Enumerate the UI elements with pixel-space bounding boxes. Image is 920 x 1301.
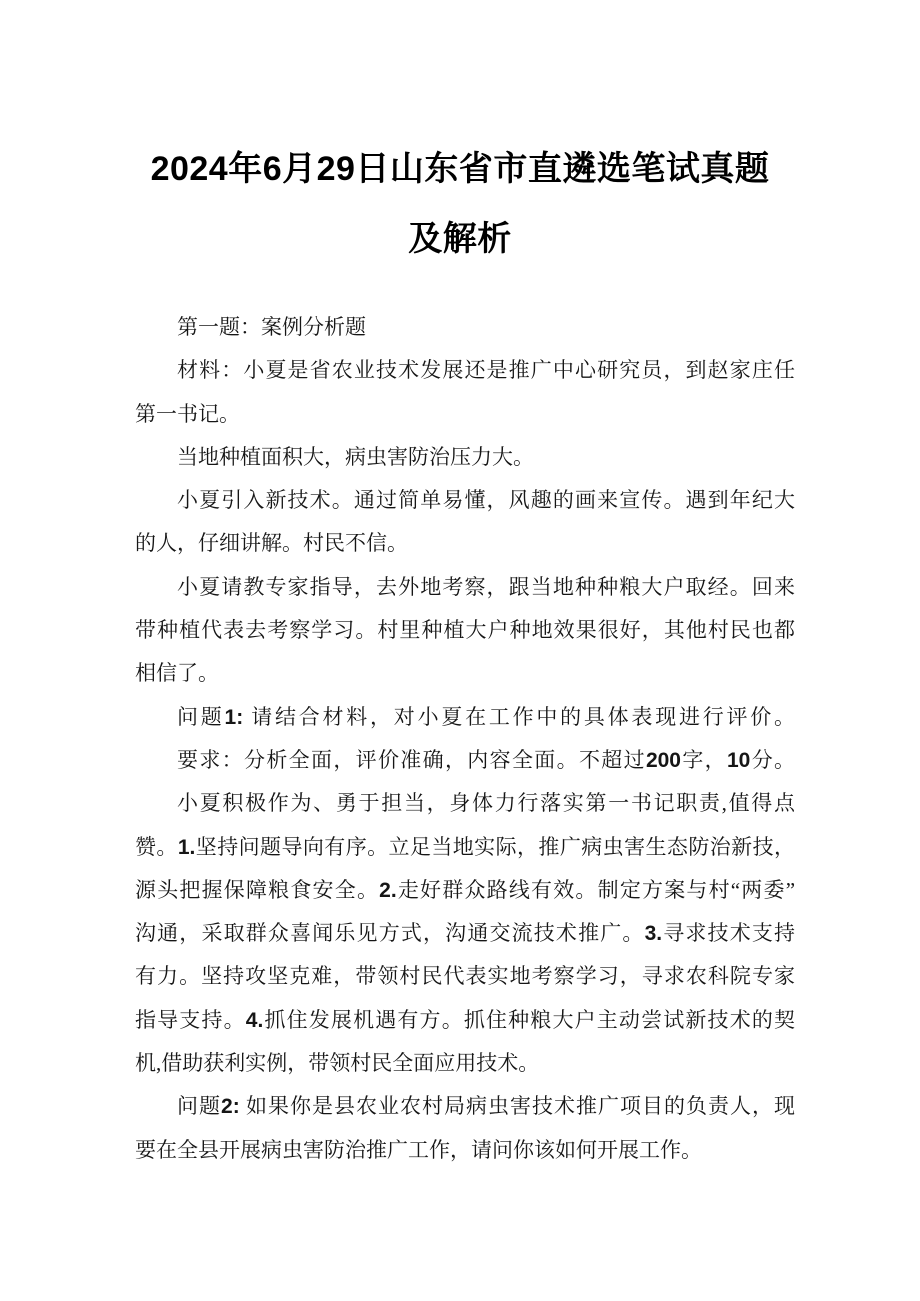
text-line bbox=[135, 436, 795, 479]
text-line bbox=[135, 955, 795, 998]
bold-number: 4. bbox=[245, 1008, 264, 1032]
text-segment: 第一题：案例分析题 bbox=[177, 315, 366, 339]
text-line bbox=[135, 609, 795, 652]
text-segment: 赞。 bbox=[135, 834, 178, 859]
text-segment: 沟通，采取群众喜闻乐见方式，沟通交流技术推广。 bbox=[135, 921, 645, 946]
text-segment: 坚持问题导向有序。立足当地实际，推广病虫害生态防治新技， bbox=[195, 834, 796, 859]
text-line bbox=[135, 1085, 795, 1128]
text-segment: 指导支持。 bbox=[135, 1007, 246, 1032]
text-segment: 有力。坚持攻坚克难，带领村民代表实地考察学习，寻求农科院专家 bbox=[135, 964, 795, 989]
text-line bbox=[135, 826, 795, 869]
text-segment: 请结合材料，对小夏在工作中的具体表现进行评价。 bbox=[243, 704, 796, 729]
text-segment: 第一书记。 bbox=[135, 401, 240, 426]
text-segment: 小夏积极作为、勇于担当，身体力行落实第一书记职责,值得点 bbox=[177, 791, 795, 816]
bold-number: 2: bbox=[221, 1095, 240, 1119]
text-line bbox=[135, 1042, 795, 1085]
text-line bbox=[135, 869, 795, 912]
text-segment: 材料：小夏是省农业技术发展还是推广中心研究员，到赵家庄任 bbox=[177, 358, 795, 383]
text-line bbox=[135, 999, 795, 1042]
text-line bbox=[135, 566, 795, 609]
text-segment: 走好群众路线有效。制定方案与村“两委” bbox=[396, 877, 796, 902]
text-segment: 如果你是县农业农村局病虫害技术推广项目的负责人，现 bbox=[239, 1094, 796, 1119]
text-line bbox=[135, 739, 795, 782]
bold-number: 200 bbox=[645, 748, 681, 772]
bold-number: 10 bbox=[727, 748, 751, 772]
text-line bbox=[135, 479, 795, 522]
text-line bbox=[135, 782, 795, 825]
text-segment: 问题 bbox=[177, 1094, 222, 1119]
text-line bbox=[135, 1129, 795, 1172]
text-line bbox=[135, 522, 795, 565]
text-segment: 相信了。 bbox=[135, 661, 219, 686]
bold-number: 1: bbox=[224, 705, 244, 729]
text-segment: 抓住发展机遇有方。抓住种粮大户主动尝试新技术的契 bbox=[263, 1007, 796, 1032]
text-segment: 分。 bbox=[750, 747, 796, 772]
text-line bbox=[135, 652, 795, 695]
text-line bbox=[135, 306, 795, 349]
text-segment: 的人，仔细讲解。村民不信。 bbox=[135, 531, 408, 556]
text-segment: 要在全县开展病虫害防治推广工作，请问你该如何开展工作。 bbox=[135, 1137, 702, 1162]
text-segment: 小夏引入新技术。通过简单易懂，风趣的画来宣传。遇到年纪大 bbox=[177, 488, 795, 513]
text-segment: 带种植代表去考察学习。村里种植大户种地效果很好，其他村民也都 bbox=[135, 618, 795, 643]
bold-number: 3. bbox=[644, 922, 663, 946]
text-segment: 寻求技术支持 bbox=[662, 921, 796, 946]
document-title bbox=[131, 134, 789, 274]
text-segment: 要求：分析全面，评价准确，内容全面。不超过 bbox=[177, 747, 646, 772]
text-line bbox=[135, 696, 795, 739]
document-title-line-2: 及解析 bbox=[408, 220, 512, 258]
text-segment: 问题 bbox=[177, 704, 225, 729]
text-segment: 小夏请教专家指导，去外地考察，跟当地种种粮大户取经。回来 bbox=[177, 574, 795, 599]
document-title-line-1: 2024年6月29日山东省市直遴选笔试真题 bbox=[150, 150, 770, 188]
text-segment: 机,借助获利实例，带领村民全面应用技术。 bbox=[135, 1051, 540, 1076]
document-body bbox=[135, 306, 795, 1172]
text-line bbox=[135, 912, 795, 955]
text-segment: 当地种植面积大，病虫害防治压力大。 bbox=[177, 444, 534, 469]
text-line bbox=[135, 393, 795, 436]
bold-number: 2. bbox=[379, 878, 397, 902]
text-segment: 源头把握保障粮食安全。 bbox=[135, 877, 380, 902]
text-segment: 字， bbox=[681, 747, 727, 772]
bold-number: 1. bbox=[177, 835, 196, 859]
text-line bbox=[135, 349, 795, 392]
